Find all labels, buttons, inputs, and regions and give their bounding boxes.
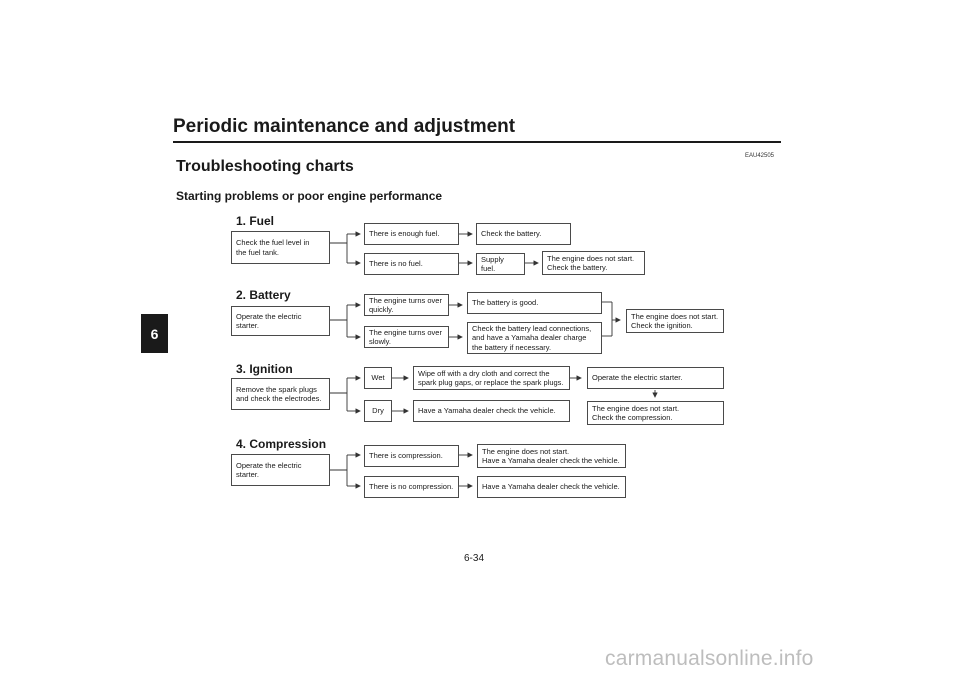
compression-none-box: There is no compression. <box>364 476 459 498</box>
compression-dealer-box: Have a Yamaha dealer check the vehicle. <box>477 476 626 498</box>
battery-not-start-box: The engine does not start. Check the ignition. <box>626 309 724 333</box>
battery-check-leads-box: Check the battery lead connections, and have a Yamaha dealer charge the battery if necessary. <box>467 322 602 354</box>
ignition-not-start-box: The engine does not start. Check the compression. <box>587 401 724 425</box>
fuel-supply-box: Supply fuel. <box>476 253 525 275</box>
fuel-check-box: Check the fuel level in the fuel tank. <box>231 231 330 264</box>
battery-heading: 2. Battery <box>236 288 291 302</box>
section-title: Troubleshooting charts <box>176 158 354 175</box>
ignition-wipe-box: Wipe off with a dry cloth and correct the spark plug gaps, or replace the spark plugs. <box>413 366 570 390</box>
ignition-operate-box: Operate the electric starter. <box>587 367 724 389</box>
fuel-heading: 1. Fuel <box>236 214 275 228</box>
fuel-none-box: There is no fuel. <box>364 253 459 275</box>
subsection-title: Starting problems or poor engine performance <box>176 189 443 203</box>
battery-good-box: The battery is good. <box>467 292 602 314</box>
ignition-heading: 3. Ignition <box>236 362 293 376</box>
ignition-dry-box: Dry <box>364 400 392 422</box>
battery-slowly-box: The engine turns over slowly. <box>364 326 449 348</box>
fuel-enough-box: There is enough fuel. <box>364 223 459 245</box>
fuel-check-battery-box: Check the battery. <box>476 223 571 245</box>
reference-code: EAU42505 <box>745 153 775 159</box>
chapter-tab: 6 <box>141 314 168 353</box>
fuel-not-start-box: The engine does not start. Check the battery. <box>542 251 645 275</box>
ignition-remove-box: Remove the spark plugs and check the electrodes. <box>231 378 330 410</box>
battery-operate-box: Operate the electric starter. <box>231 306 330 336</box>
page-title: Periodic maintenance and adjustment <box>173 116 516 137</box>
ignition-dealer-box: Have a Yamaha dealer check the vehicle. <box>413 400 570 422</box>
compression-not-start-box: The engine does not start. Have a Yamaha dealer check the vehicle. <box>477 444 626 468</box>
compression-operate-box: Operate the electric starter. <box>231 454 330 486</box>
ignition-wet-box: Wet <box>364 367 392 389</box>
battery-quickly-box: The engine turns over quickly. <box>364 294 449 316</box>
compression-heading: 4. Compression <box>236 437 327 451</box>
compression-yes-box: There is compression. <box>364 445 459 467</box>
page-number: 6-34 <box>464 553 485 564</box>
watermark: carmanualsonline.info <box>605 647 814 670</box>
